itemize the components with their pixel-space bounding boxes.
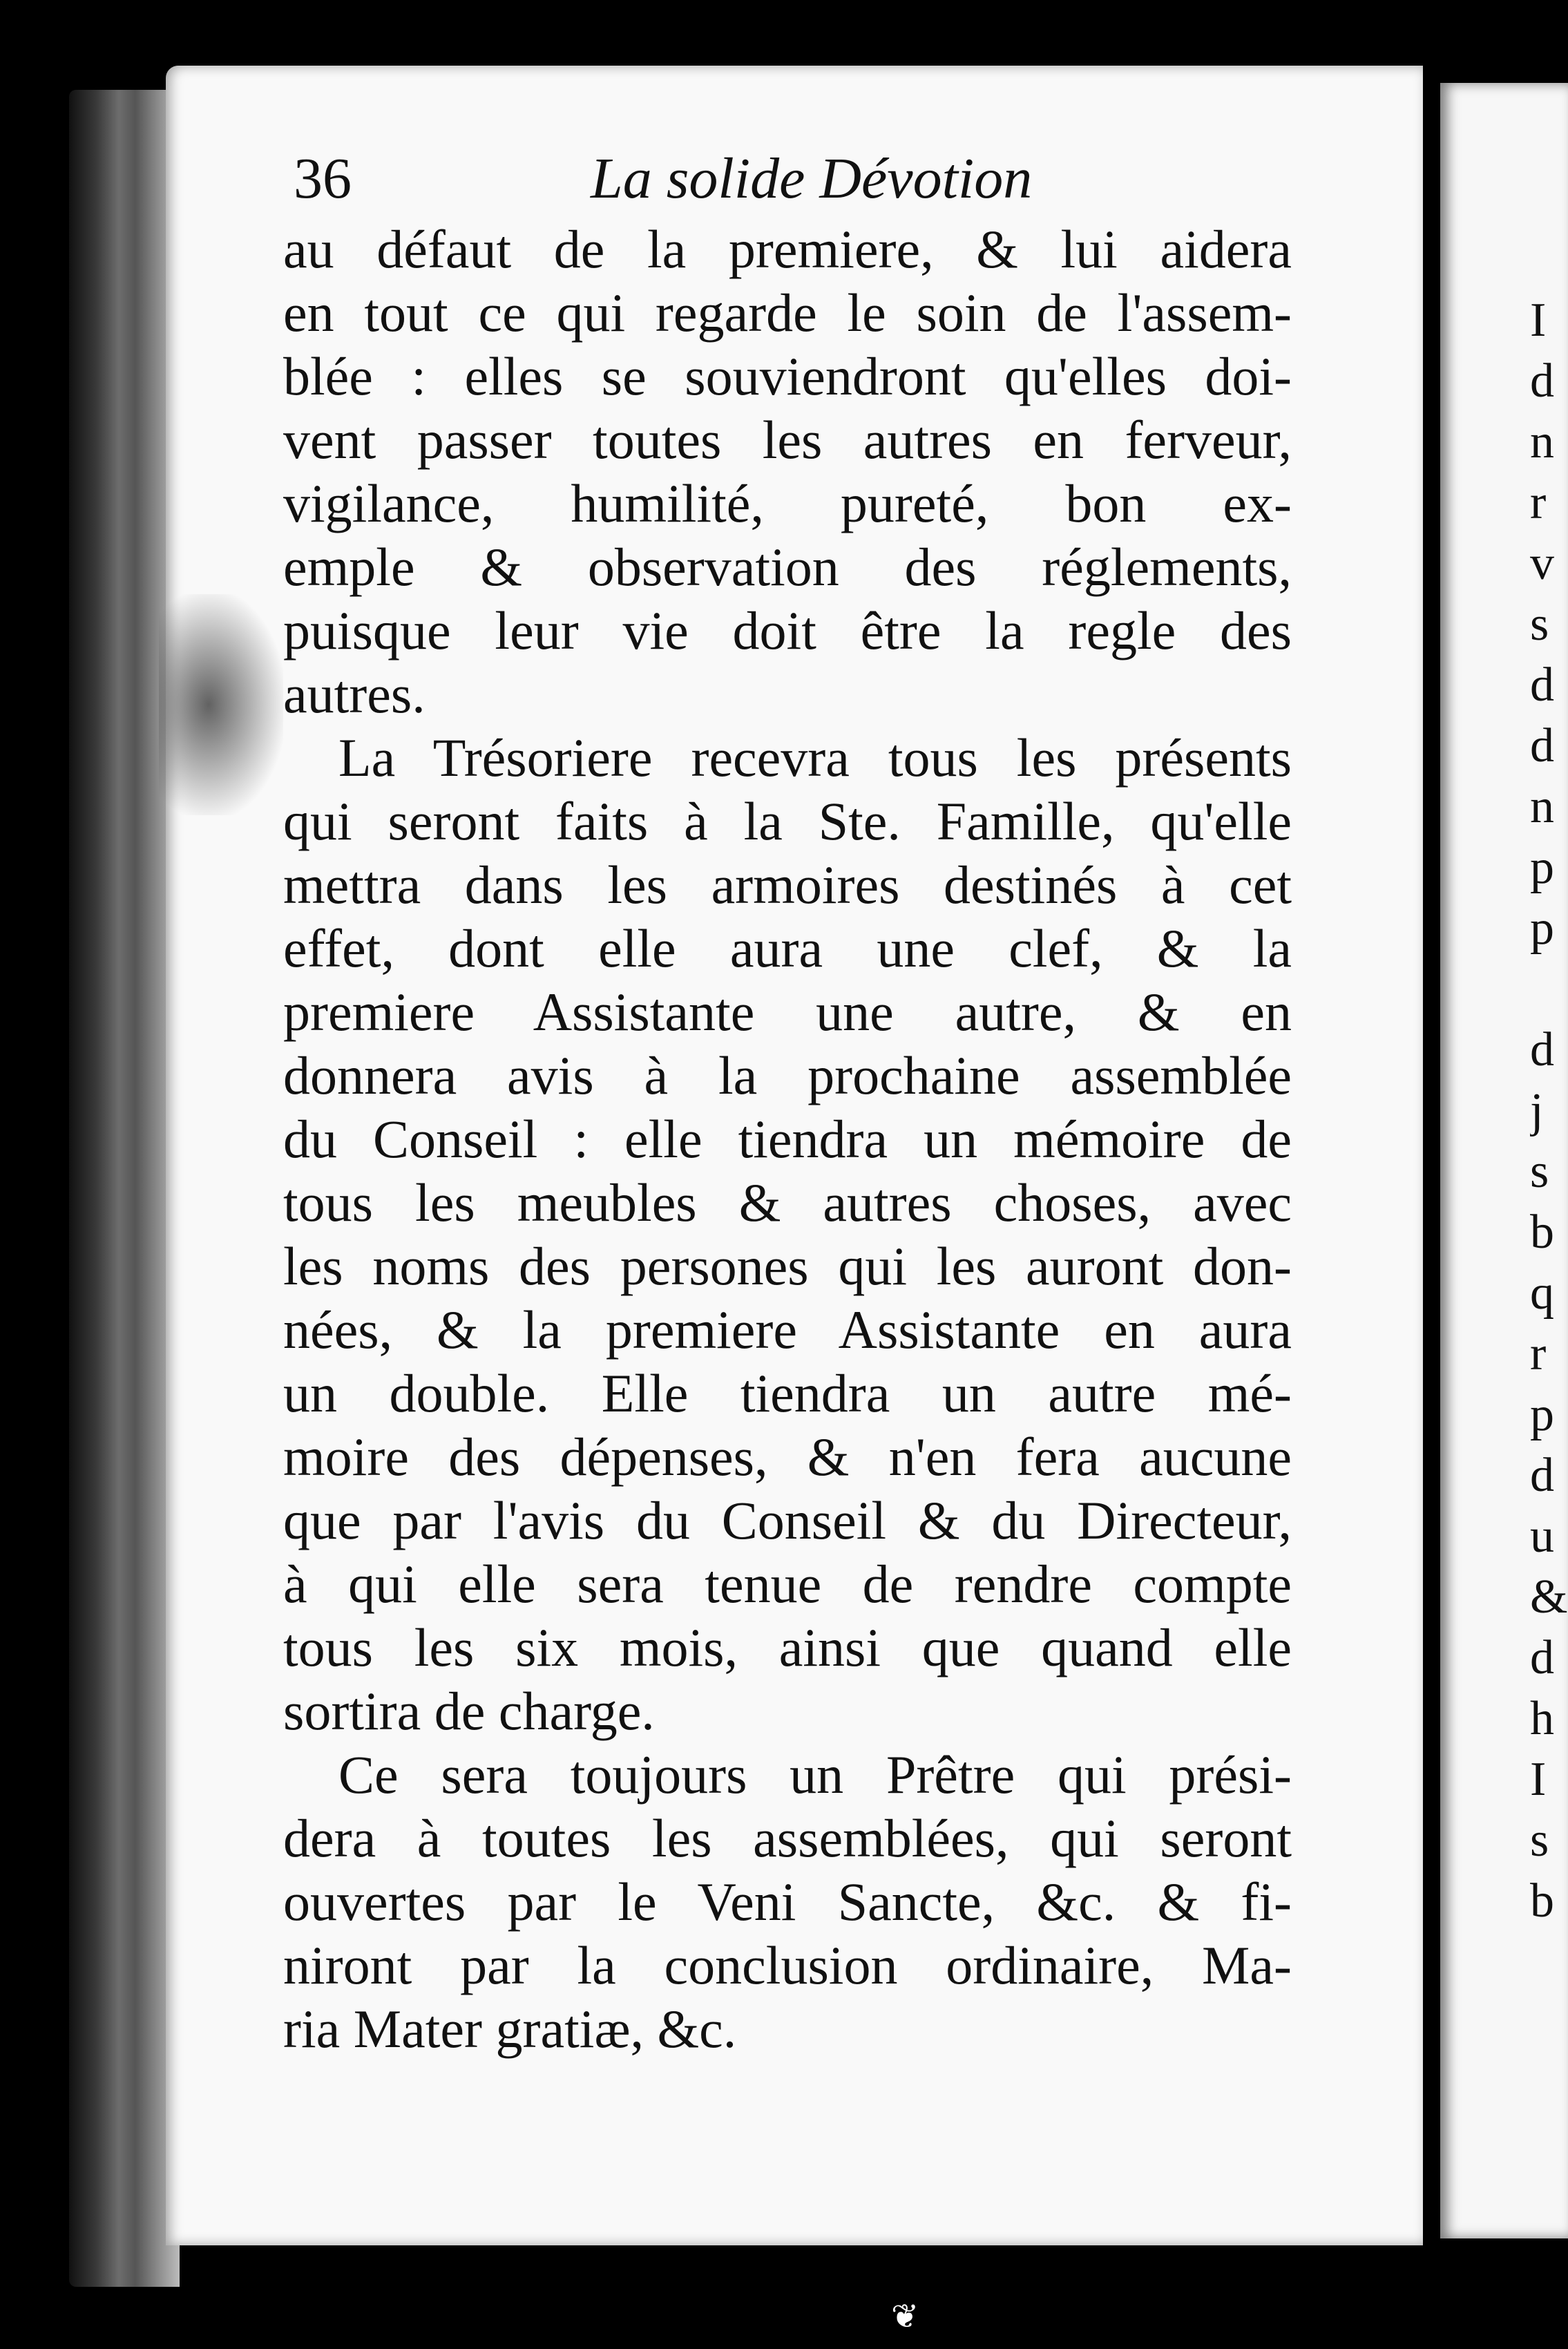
facing-page-letter: d (1530, 1023, 1554, 1076)
facing-page-letter: n (1530, 415, 1554, 468)
text-line: emple & observation des réglements, (283, 537, 1292, 597)
facing-page-letter: p (1530, 902, 1554, 955)
facing-page-letter: b (1530, 1874, 1554, 1928)
page-header (294, 145, 1274, 221)
text-line: niront par la conclusion ordinaire, Ma- (283, 1935, 1292, 1995)
text-line: blée : elles se souviendront qu'elles doi- (283, 346, 1292, 406)
facing-page-letter: d (1530, 354, 1554, 408)
facing-page-letter: d (1530, 719, 1554, 772)
facing-page-letter: r (1530, 1327, 1547, 1380)
facing-page-letter: d (1530, 1631, 1554, 1684)
facing-page-letter: d (1530, 658, 1554, 712)
facing-page-letter: r (1530, 476, 1547, 529)
text-line: effet, dont elle aura une clef, & la (283, 918, 1292, 978)
text-line: puisque leur vie doit être la regle des (283, 600, 1292, 660)
text-line: Ce sera toujours un Prêtre qui prési- (338, 1744, 1292, 1805)
facing-page-letter: s (1530, 1814, 1549, 1867)
running-title: La solide Dévotion (591, 146, 1033, 211)
ink-smudge (159, 594, 283, 815)
text-line: sortira de charge. (283, 1681, 655, 1741)
facing-page-letter: n (1530, 780, 1554, 833)
facing-page-text (1530, 290, 1568, 1932)
text-line: mettra dans les armoires destinés à cet (283, 855, 1292, 915)
body-text (283, 218, 1292, 2061)
facing-page-letter: p (1530, 841, 1554, 894)
text-line: moire des dépenses, & n'en fera aucune (283, 1427, 1292, 1487)
facing-page-letter: u (1530, 1510, 1554, 1563)
facing-page-letter: b (1530, 1206, 1554, 1259)
facing-page-letter: I (1530, 294, 1547, 347)
footer-ornament-icon: ❦ (891, 2299, 919, 2335)
text-line: dera à toutes les assemblées, qui seront (283, 1808, 1292, 1868)
text-line: autres. (283, 664, 426, 724)
facing-page-letter: & (1530, 1570, 1568, 1624)
text-line: donnera avis à la prochaine assemblée (283, 1045, 1292, 1105)
text-line: tous les six mois, ainsi que quand elle (283, 1617, 1292, 1677)
text-line: vent passer toutes les autres en ferveur, (283, 410, 1292, 470)
facing-page-letter: I (1530, 1753, 1547, 1806)
text-line: ouvertes par le Veni Sancte, &c. & fi- (283, 1872, 1292, 1932)
text-line: nées, & la premiere Assistante en aura (283, 1300, 1292, 1360)
text-line: premiere Assistante une autre, & en (283, 982, 1292, 1042)
text-line: ria Mater gratiæ, &c. (283, 1999, 737, 2059)
text-line: les noms des persones qui les auront don- (283, 1236, 1292, 1296)
facing-page-letter (1530, 959, 1568, 1020)
book-spine (69, 90, 180, 2287)
text-line: en tout ce qui regarde le soin de l'assem- (283, 283, 1292, 343)
facing-page-letter: s (1530, 1145, 1549, 1198)
text-line: un double. Elle tiendra un autre mé- (283, 1363, 1292, 1423)
facing-page-letter: s (1530, 598, 1549, 651)
text-line: tous les meubles & autres choses, avec (283, 1172, 1292, 1233)
facing-page-letter: d (1530, 1449, 1554, 1502)
facing-page-letter: j (1530, 1084, 1544, 1137)
text-line: vigilance, humilité, pureté, bon ex- (283, 473, 1292, 533)
facing-page-letter: h (1530, 1692, 1554, 1745)
text-line: à qui elle sera tenue de rendre compte (283, 1554, 1292, 1614)
text-line: du Conseil : elle tiendra un mémoire de (283, 1109, 1292, 1169)
facing-page-letter: p (1530, 1388, 1554, 1441)
page-number: 36 (294, 146, 352, 211)
text-line: qui seront faits à la Ste. Famille, qu'elle (283, 791, 1292, 851)
text-line: au défaut de la premiere, & lui aidera (283, 219, 1292, 279)
text-line: que par l'avis du Conseil & du Directeur, (283, 1490, 1292, 1550)
facing-page-letter: v (1530, 537, 1554, 590)
text-line: La Trésoriere recevra tous les présents (338, 727, 1292, 788)
facing-page-letter: q (1530, 1266, 1554, 1320)
